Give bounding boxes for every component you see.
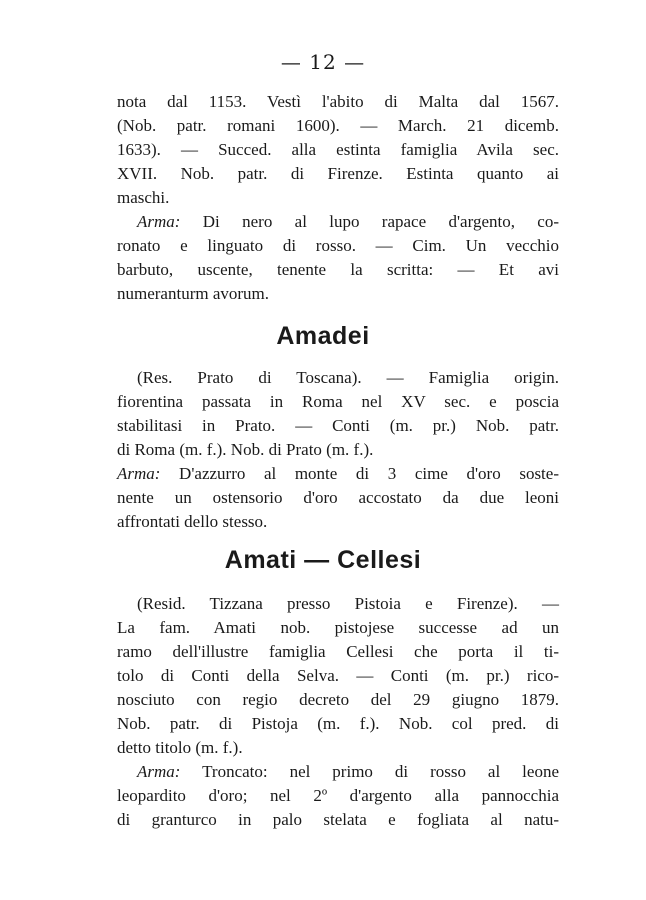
section-heading-amadei: Amadei	[276, 322, 370, 350]
arma-line	[117, 210, 559, 234]
text-line: (Res. Prato di Toscana). — Famiglia origin.	[137, 368, 559, 387]
text-line: affrontati dello stesso.	[117, 512, 268, 531]
text-line: nente un ostensorio d'oro accostato da due leoni	[117, 488, 559, 507]
text-line: di Roma (m. f.). Nob. di Prato (m. f.).	[117, 440, 374, 459]
text-line: detto titolo (m. f.).	[117, 738, 243, 757]
text-line: ramo dell'illustre famiglia Cellesi che porta il ti-	[117, 642, 559, 661]
arma-text: D'azzurro al monte di 3 cime d'oro soste-	[160, 464, 559, 483]
arma-line	[117, 760, 559, 784]
text-line: numeranturm avorum.	[117, 284, 270, 303]
text-line: (Nob. patr. romani 1600). — March. 21 dicemb.	[117, 116, 559, 135]
text-line: nosciuto con regio decreto del 29 giugno 1879.	[117, 690, 559, 709]
arma-label: Arma:	[137, 212, 181, 231]
arma-text: Di nero al lupo rapace d'argento, co-	[180, 212, 559, 231]
section-heading-amati-cellesi: Amati — Cellesi	[224, 546, 422, 574]
text-line: fiorentina passata in Roma nel XV sec. e poscia	[117, 392, 559, 411]
text-line: 1633). — Succed. alla estinta famiglia Avila sec.	[117, 140, 559, 159]
arma-text: Troncato: nel primo di rosso al leone	[180, 762, 559, 781]
page-number: — 12 —	[280, 50, 366, 74]
text-line: stabilitasi in Prato. — Conti (m. pr.) Nob. patr.	[117, 416, 559, 435]
text-line: maschi.	[117, 188, 170, 207]
text-line: di granturco in palo stelata e fogliata al natu-	[117, 810, 559, 829]
text-line: leopardito d'oro; nel 2º d'argento alla pannocchia	[117, 786, 559, 805]
arma-line	[117, 462, 559, 486]
text-line: La fam. Amati nob. pistojese successe ad un	[117, 618, 559, 637]
text-line: ronato e linguato di rosso. — Cim. Un vecchio	[117, 236, 559, 255]
text-line: XVII. Nob. patr. di Firenze. Estinta quanto ai	[117, 164, 559, 183]
arma-label: Arma:	[137, 762, 181, 781]
text-line: nota dal 1153. Vestì l'abito di Malta dal 1567.	[117, 92, 559, 111]
text-line: (Resid. Tizzana presso Pistoia e Firenze). —	[137, 594, 559, 613]
text-line: Nob. patr. di Pistoja (m. f.). Nob. col pred. di	[117, 714, 559, 733]
text-line: barbuto, uscente, tenente la scritta: — Et avi	[117, 260, 559, 279]
text-line: tolo di Conti della Selva. — Conti (m. pr.) rico-	[117, 666, 559, 685]
arma-label: Arma:	[117, 464, 161, 483]
